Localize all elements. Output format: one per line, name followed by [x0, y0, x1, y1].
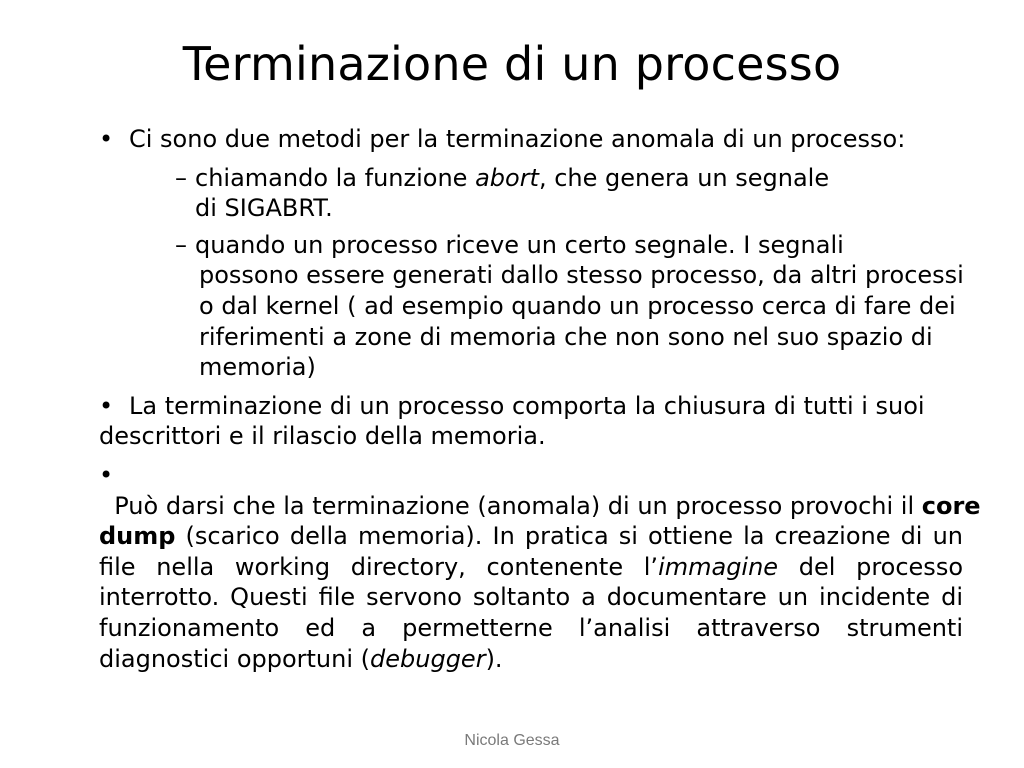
sub-item-abort [175, 163, 963, 224]
bullet-text-2: La terminazione di un processo comporta la chiusura di tutti i suoi descrittori e il rilascio della memoria. [99, 391, 925, 451]
footer-author: Nicola Gessa [464, 732, 560, 749]
bullet3-part2: (scarico della memoria). In pratica si ottiene la creazione di un file nella working directory, contenente l’ [99, 522, 963, 581]
bullet3-part4: ). [485, 644, 503, 673]
sub1-italic-abort: abort [475, 163, 539, 192]
bullet3-part1: Può darsi che la terminazione (anomala) di un processo provochi il [99, 491, 922, 520]
sub1-after: , che genera un segnale [538, 163, 830, 192]
slide-body [99, 124, 981, 682]
bullet3-part3: del processo interrotto. Questi file servono soltanto a documentare un incidente di funzionamento ed a permetterne l’analisi attraverso strumenti diagnostici opportuni ( [99, 552, 964, 673]
sub2-line1: quando un processo riceve un certo segnale. I segnali [195, 230, 844, 259]
sub1-line2: di SIGABRT. [195, 194, 333, 223]
dash-marker: – [175, 163, 187, 192]
bullet-marker: • [99, 125, 114, 153]
bullet-text-1: Ci sono due metodi per la terminazione anomala di un processo: [129, 125, 906, 153]
sub-item-signal [175, 230, 963, 383]
immagine-term: immagine [658, 552, 779, 581]
bullet-marker: • [99, 391, 114, 420]
sub1-before: chiamando la funzione [195, 163, 476, 192]
core-dump-term: core dump [99, 491, 981, 551]
dash-marker: – [175, 230, 187, 259]
slide-title: Terminazione di un processo [182, 37, 842, 91]
sub2-rest: possono essere generati dallo stesso processo, da altri processi o dal kernel ( ad esempio quando un processo cerca di fare dei riferimenti a zone di memoria che non sono nel suo spazio di memoria) [199, 261, 964, 382]
bullet-item-2 [99, 391, 963, 452]
bullet-item-1 [99, 124, 963, 155]
bullet-marker: • [99, 460, 114, 489]
debugger-term: debugger [370, 644, 486, 673]
bullet-item-3 [99, 460, 981, 674]
